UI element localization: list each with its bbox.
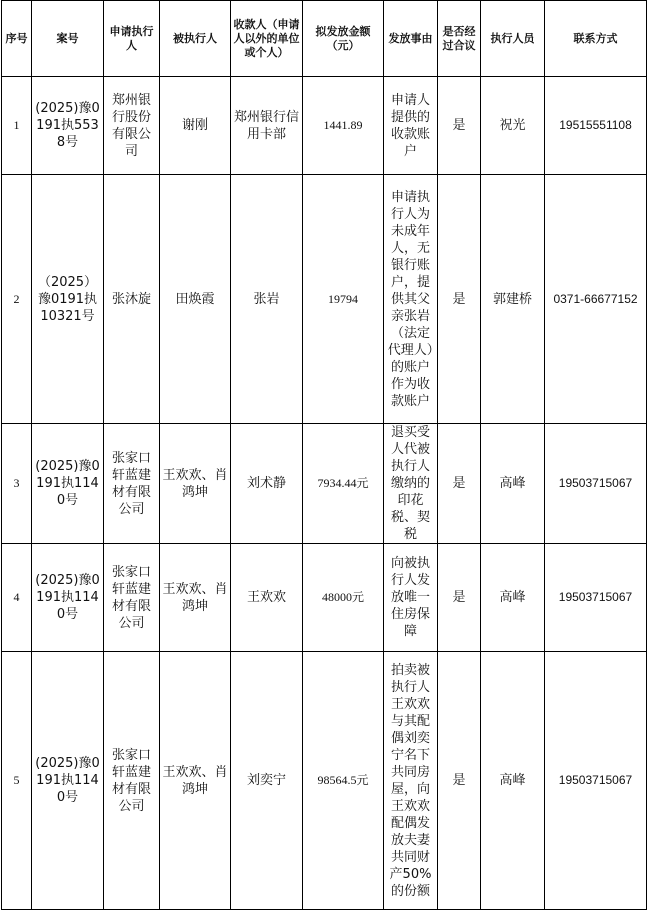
cell-executor: 高峰 [481, 544, 545, 652]
cell-executor: 祝光 [481, 77, 545, 175]
cell-seq: 2 [2, 175, 32, 424]
table-row [2, 175, 647, 424]
cell-discussed: 是 [438, 544, 481, 652]
cell-amount: 98564.5元 [303, 652, 384, 910]
cell-payee: 刘奕宁 [231, 652, 303, 910]
cell-respondent: 王欢欢、肖鸿坤 [160, 544, 231, 652]
header-respondent: 被执行人 [160, 1, 231, 77]
header-executor: 执行人员 [481, 1, 545, 77]
cell-executor: 郭建桥 [481, 175, 545, 424]
cell-reason: 向被执行人发放唯一住房保障 [384, 544, 438, 652]
cell-discussed: 是 [438, 175, 481, 424]
cell-payee: 郑州银行信用卡部 [231, 77, 303, 175]
header-contact: 联系方式 [545, 1, 647, 77]
cell-payee: 张岩 [231, 175, 303, 424]
header-discussed: 是否经过合议 [438, 1, 481, 77]
cell-applicant: 张家口轩蓝建材有限公司 [104, 544, 160, 652]
cell-applicant: 郑州银行股份有限公司 [104, 77, 160, 175]
header-amount: 拟发放金额（元） [303, 1, 384, 77]
cell-amount: 19794 [303, 175, 384, 424]
cell-executor: 高峰 [481, 652, 545, 910]
cell-contact: 19503715067 [545, 652, 647, 910]
cell-applicant: 张家口轩蓝建材有限公司 [104, 424, 160, 544]
cell-payee: 刘术静 [231, 424, 303, 544]
cell-case-no: (2025)豫0191执1140号 [32, 652, 104, 910]
cell-respondent: 王欢欢、肖鸿坤 [160, 424, 231, 544]
cell-applicant: 张家口轩蓝建材有限公司 [104, 652, 160, 910]
disbursement-table [1, 0, 647, 910]
cell-amount: 7934.44元 [303, 424, 384, 544]
cell-reason: 拍卖被执行人王欢欢与其配偶刘奕宁名下共同房屋，向王欢欢配偶发放夫妻共同财产50%的份额 [384, 652, 438, 910]
cell-discussed: 是 [438, 424, 481, 544]
header-reason: 发放事由 [384, 1, 438, 77]
cell-discussed: 是 [438, 652, 481, 910]
cell-seq: 4 [2, 544, 32, 652]
cell-respondent: 谢刚 [160, 77, 231, 175]
cell-discussed: 是 [438, 77, 481, 175]
table-row [2, 424, 647, 544]
cell-contact: 19515551108 [545, 77, 647, 175]
header-case-no: 案号 [32, 1, 104, 77]
cell-reason: 申请人提供的收款账户 [384, 77, 438, 175]
cell-contact: 19503715067 [545, 544, 647, 652]
cell-seq: 3 [2, 424, 32, 544]
cell-payee: 王欢欢 [231, 544, 303, 652]
cell-case-no: （2025）豫0191执10321号 [32, 175, 104, 424]
table-row [2, 544, 647, 652]
table-row [2, 77, 647, 175]
cell-amount: 1441.89 [303, 77, 384, 175]
cell-contact: 0371-66677152 [545, 175, 647, 424]
cell-executor: 高峰 [481, 424, 545, 544]
header-payee: 收款人（申请人以外的单位或个人） [231, 1, 303, 77]
header-seq: 序号 [2, 1, 32, 77]
cell-respondent: 王欢欢、肖鸿坤 [160, 652, 231, 910]
cell-reason: 申请执行人为未成年人，无银行账户，提供其父亲张岩（法定代理人）的账户作为收款账户 [384, 175, 438, 424]
cell-respondent: 田焕霞 [160, 175, 231, 424]
table-row [2, 652, 647, 910]
cell-case-no: (2025)豫0191执5538号 [32, 77, 104, 175]
cell-applicant: 张沐旋 [104, 175, 160, 424]
cell-case-no: (2025)豫0191执1140号 [32, 544, 104, 652]
cell-case-no: (2025)豫0191执1140号 [32, 424, 104, 544]
cell-seq: 1 [2, 77, 32, 175]
cell-contact: 19503715067 [545, 424, 647, 544]
header-applicant: 申请执行人 [104, 1, 160, 77]
table-header-row [2, 1, 647, 77]
cell-amount: 48000元 [303, 544, 384, 652]
cell-seq: 5 [2, 652, 32, 910]
cell-reason: 退买受人代被执行人缴纳的印花税、契税 [384, 424, 438, 544]
